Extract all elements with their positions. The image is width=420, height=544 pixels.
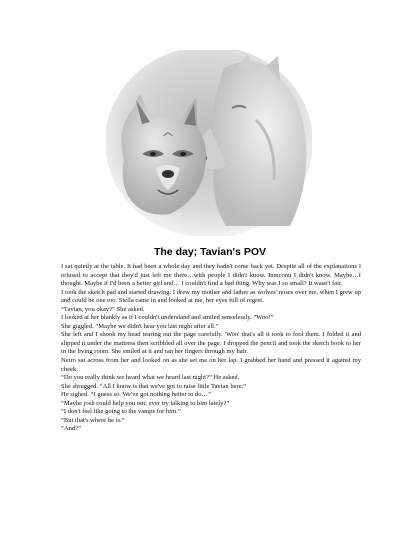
paragraph: “Tavian, you okay?” She asked. bbox=[61, 305, 145, 313]
story-text bbox=[61, 263, 361, 434]
page-title: The day; Tavian's POV bbox=[153, 246, 266, 258]
wolves-illustration bbox=[106, 50, 312, 236]
paragraph: She left and I shook my head tearing out the page carefully. 'Woo' that's all it took to fool them. I folded it and slipped it under the mattress then scribbled all over the page. I dropped the pencil and took the sketch book to her in the living room. She smiled at it and ran her fingers through my hair. bbox=[61, 331, 361, 356]
paragraph: “And?” bbox=[61, 425, 81, 433]
paragraph: I took the sketch pad and started drawing. I drew my mother and father as wolves' noses over me, when I grew up and could be one too. Stella came in and looked at me, her eyes full of regret. bbox=[61, 288, 361, 305]
paragraph: “Maybe josh could help you out; ever try talking to him lately?” bbox=[61, 399, 230, 407]
paragraph: “I don't feel like going to the vamps for him.” bbox=[61, 408, 181, 416]
paragraph: I sat quietly at the table. It had been a whole day and they hadn't come back yet. Despite all of the explanations I refused to accept that they'd just left me there…with people I didn't know. Inmconu I didn't know. Maybe…I thought. Maybe if I'd been a better girl and… I couldn't find a bad thing. Why was I so small? It wasn't fair. bbox=[61, 263, 361, 288]
paragraph: She shrugged. “All I know is that we've got to raise little Tavian here.” bbox=[61, 382, 247, 390]
paragraph: “Do you really think we heard what we heard last night?” He asked. bbox=[61, 374, 240, 382]
paragraph: She giggled. “Maybe we didn't hear you last night after all.” bbox=[61, 322, 219, 330]
paragraph: Neiro sat across from her and looked on as she set me on her lap. I grabbed her hand and pressed it against my cheek. bbox=[61, 357, 361, 373]
paragraph: “But that's where he is.” bbox=[61, 416, 125, 424]
paragraph: I looked at her blankly as if I couldn't understand and smiled senselessly. “Woo!” bbox=[61, 314, 274, 322]
paragraph: He sighed. “I guess so. We've got nothing better to do…” bbox=[61, 391, 211, 399]
